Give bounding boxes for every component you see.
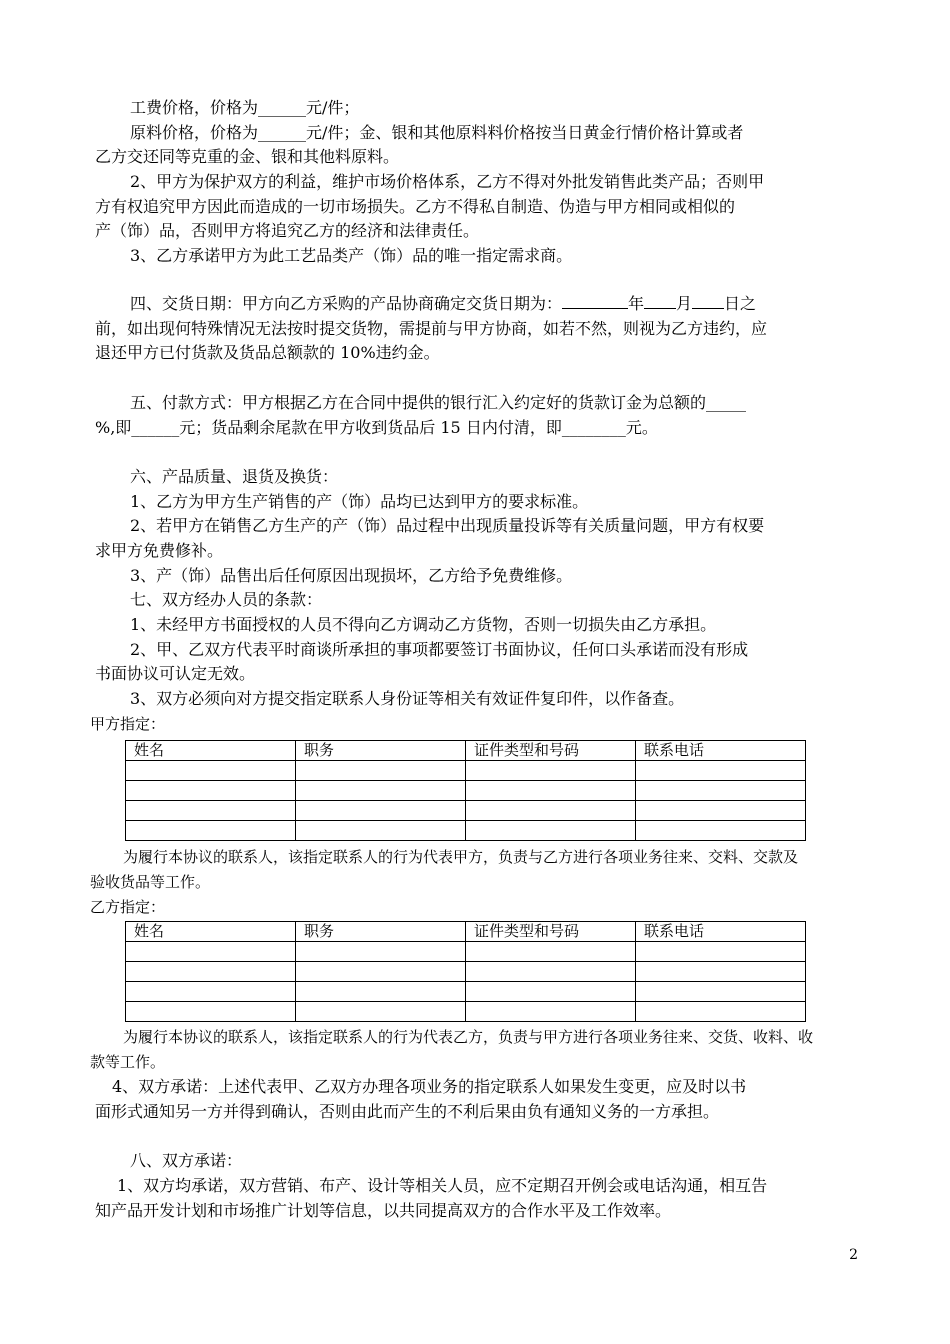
text-line: 产（饰）品，否则甲方将追究乙方的经济和法律责任。 [95,221,480,240]
table-cell[interactable] [296,761,466,781]
section-heading: 六、产品质量、退货及换货： [130,467,339,486]
text-line: 3、双方必须向对方提交指定联系人身份证等相关有效证件复印件，以作备查。 [130,689,685,708]
table-row [126,942,806,962]
month-label: 月 [676,294,693,313]
table-cell[interactable] [126,821,296,841]
table-header-row [126,741,806,761]
table-cell[interactable] [296,962,466,982]
table-cell[interactable] [126,761,296,781]
party-b-contact-table [125,921,806,1022]
text-line: %,即______元；货品剩余尾款在甲方收到货品后 15 日内付清，即________元。 [95,418,658,437]
text-line: 1、乙方为甲方生产销售的产（饰）品均已达到甲方的要求标准。 [130,492,589,511]
table-cell[interactable] [636,781,806,801]
header-position: 职务 [296,741,466,761]
text-line: 4、双方承诺：上述代表甲、乙双方办理各项业务的指定联系人如果发生变更，应及时以书 [112,1077,747,1096]
table-row [126,1002,806,1022]
party-a-note: 为履行本协议的联系人，该指定联系人的行为代表甲方，负责与乙方进行各项业务往来、交料、交款及 [123,848,799,866]
header-id: 证件类型和号码 [466,741,636,761]
text-line: 2、甲、乙双方代表平时商谈所承担的事项都要签订书面协议，任何口头承诺而没有形成 [130,640,749,659]
table-cell[interactable] [636,962,806,982]
text-line: 3、产（饰）品售出后任何原因出现损坏，乙方给予免费维修。 [130,566,573,585]
text-line: 2、若甲方在销售乙方生产的产（饰）品过程中出现质量投诉等有关质量问题，甲方有权要 [130,516,765,535]
party-b-note: 为履行本协议的联系人，该指定联系人的行为代表乙方，负责与甲方进行各项业务往来、交货、收料、收 [123,1028,814,1046]
text-line: 前，如出现何特殊情况无法按时提交货物，需提前与甲方协商，如若不然，则视为乙方违约，应 [95,319,768,338]
day-blank[interactable] [692,292,724,309]
text-line: 乙方交还同等克重的金、银和其他料原料。 [95,147,400,166]
party-a-note: 验收货品等工作。 [90,873,211,891]
delivery-prefix: 四、交货日期：甲方向乙方采购的产品协商确定交货日期为： [130,294,563,313]
party-b-note: 款等工作。 [90,1053,166,1071]
text-line: 原料价格，价格为______元/件；金、银和其他原料料价格按当日黄金行情价格计算或者 [130,123,744,142]
table-row [126,982,806,1002]
party-a-label: 甲方指定： [90,715,166,733]
table-cell[interactable] [466,982,636,1002]
page-number: 2 [849,1247,858,1263]
table-cell[interactable] [296,1002,466,1022]
party-a-contact-table [125,740,806,841]
table-cell[interactable] [466,1002,636,1022]
table-cell[interactable] [296,982,466,1002]
text-line: 退还甲方已付货款及货品总额款的 10%违约金。 [95,343,440,362]
table-row [126,781,806,801]
table-cell[interactable] [636,982,806,1002]
table-cell[interactable] [126,942,296,962]
header-phone: 联系电话 [636,922,806,942]
table-cell[interactable] [636,761,806,781]
table-row [126,801,806,821]
table-cell[interactable] [296,942,466,962]
text-line: 书面协议可认定无效。 [95,664,256,683]
header-position: 职务 [296,922,466,942]
table-cell[interactable] [296,781,466,801]
section-heading: 八、双方承诺： [130,1151,243,1170]
text-line: 五、付款方式：甲方根据乙方在合同中提供的银行汇入约定好的货款订金为总额的_____ [130,393,747,412]
year-label: 年 [628,294,645,313]
table-cell[interactable] [466,942,636,962]
day-label: 日之 [724,294,757,313]
header-phone: 联系电话 [636,741,806,761]
table-cell[interactable] [296,821,466,841]
text-line: 1、双方均承诺，双方营销、布产、设计等相关人员，应不定期召开例会或电话沟通，相互告 [117,1176,768,1195]
table-cell[interactable] [636,821,806,841]
table-cell[interactable] [636,942,806,962]
year-blank[interactable] [562,292,628,309]
table-header-row [126,922,806,942]
table-row [126,821,806,841]
table-cell[interactable] [636,1002,806,1022]
table-cell[interactable] [466,761,636,781]
table-cell[interactable] [126,1002,296,1022]
table-row [126,962,806,982]
text-line: 知产品开发计划和市场推广计划等信息，以共同提高双方的合作水平及工作效率。 [95,1201,672,1220]
table-cell[interactable] [466,821,636,841]
table-cell[interactable] [636,801,806,821]
text-line: 3、乙方承诺甲方为此工艺品类产（饰）品的唯一指定需求商。 [130,246,573,265]
table-cell[interactable] [126,781,296,801]
delivery-date-line [130,292,865,316]
table-cell[interactable] [466,801,636,821]
text-line: 工费价格，价格为______元/件； [130,98,360,117]
text-line: 方有权追究甲方因此而造成的一切市场损失。乙方不得私自制造、伪造与甲方相同或相似的 [95,197,736,216]
month-blank[interactable] [644,292,676,309]
table-cell[interactable] [296,801,466,821]
table-row [126,761,806,781]
table-cell[interactable] [466,781,636,801]
party-b-label: 乙方指定： [90,898,166,916]
text-line: 1、未经甲方书面授权的人员不得向乙方调动乙方货物，否则一切损失由乙方承担。 [130,615,717,634]
text-line: 2、甲方为保护双方的利益，维护市场价格体系，乙方不得对外批发销售此类产品；否则甲 [130,172,765,191]
table-cell[interactable] [126,962,296,982]
section-heading: 七、双方经办人员的条款： [130,590,323,609]
header-id: 证件类型和号码 [466,922,636,942]
header-name: 姓名 [126,741,296,761]
text-line: 面形式通知另一方并得到确认，否则由此而产生的不利后果由负有通知义务的一方承担。 [95,1102,720,1121]
header-name: 姓名 [126,922,296,942]
table-cell[interactable] [466,962,636,982]
text-line: 求甲方免费修补。 [95,541,224,560]
table-cell[interactable] [126,801,296,821]
table-cell[interactable] [126,982,296,1002]
